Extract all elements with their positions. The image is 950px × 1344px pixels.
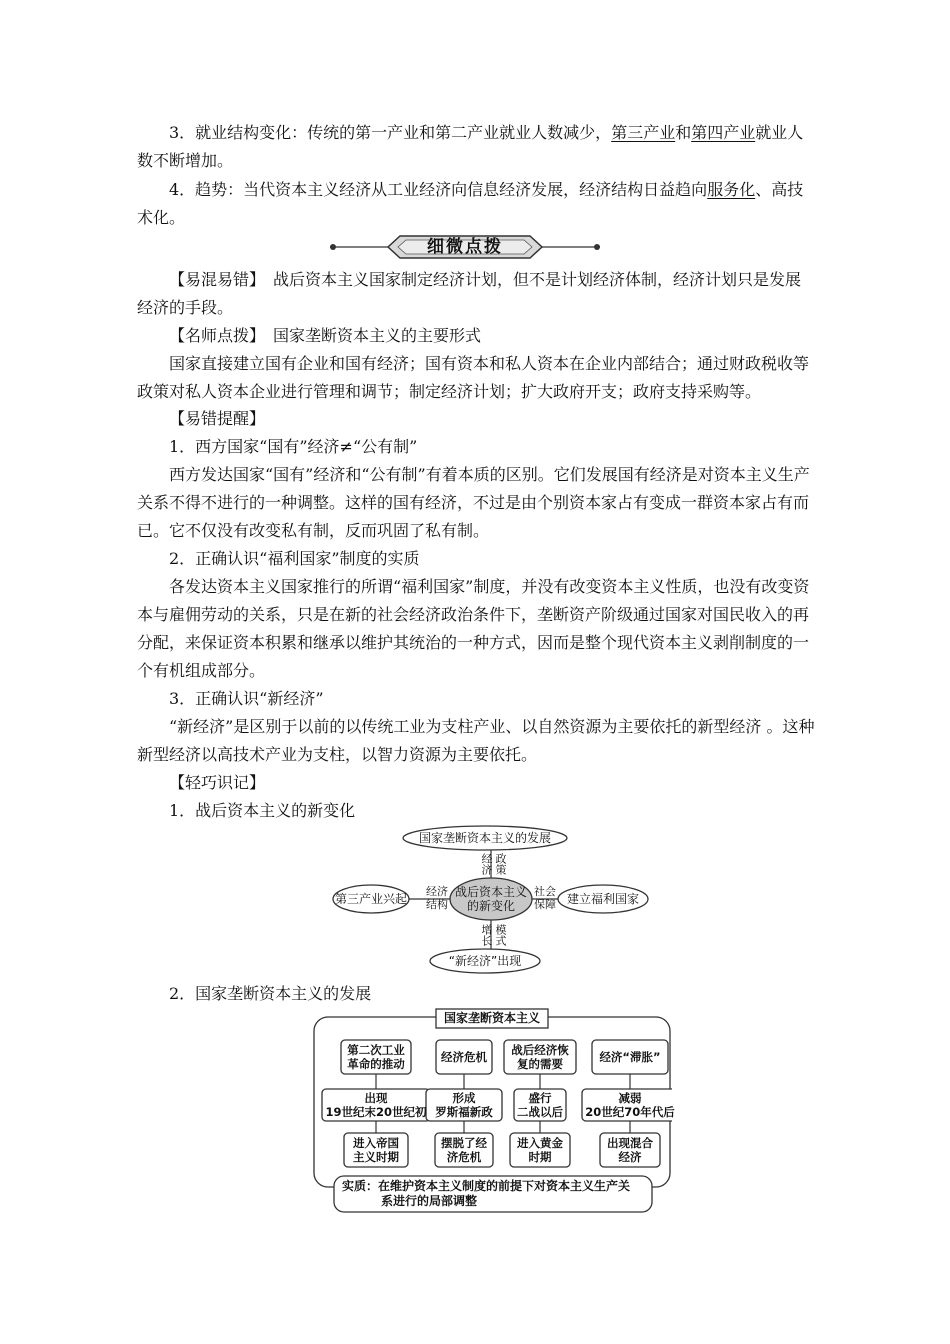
- node-new-economy: “新经济”出现: [448, 954, 522, 968]
- flow-box-label: [592, 1050, 668, 1064]
- flow-box-line: 革命的推动: [347, 1057, 405, 1071]
- flow-box-label: [426, 1091, 502, 1119]
- flow-box-label: [510, 1136, 570, 1164]
- flow-box-label: [344, 1136, 408, 1164]
- node-tertiary-industry: 第三产业兴起: [334, 892, 407, 906]
- node-state-monopoly: 国家垄断资本主义的发展: [418, 831, 551, 845]
- flow-box-line: 进入帝国: [353, 1136, 399, 1150]
- flow-box-line: 经济危机: [441, 1050, 487, 1064]
- note-title: 国家垄断资本主义的主要形式: [273, 326, 482, 345]
- flow-box-line: 经济“滞胀”: [599, 1050, 661, 1064]
- flow-box-line: 罗斯福新政: [435, 1105, 493, 1119]
- flow-box-line: 复的需要: [517, 1057, 563, 1071]
- reminder-3-title: 3．正确认识“新经济”: [169, 689, 324, 708]
- reminder-1-title: 1．西方国家“国有”经济≠“公有制”: [169, 437, 418, 456]
- flow-box-line: 摆脱了经: [441, 1136, 487, 1150]
- reminder-3-text: “新经济”是区别于以前的以传统工业为支柱产业、以自然资源为主要依托的新型经济 。这种新型经济以高技术产业为支柱，以智力资源为主要依托。: [137, 717, 815, 764]
- underlined-term: 服务化: [707, 180, 756, 199]
- text-segment: 就业人数不断增加。: [137, 123, 804, 170]
- note-text: 战后资本主义国家制定经济计划，但不是计划经济体制，经济计划只是发展经济的手段。: [137, 270, 802, 317]
- flow-box-line: 19世纪末20世纪初: [325, 1105, 427, 1119]
- memory-tip-2-title: 2．国家垄断资本主义的发展: [169, 984, 372, 1003]
- link-label: 经济: [480, 853, 493, 875]
- link-label: 政策: [494, 853, 507, 875]
- flow-box-line: 战后经济恢: [511, 1043, 569, 1057]
- flow-box-line: 出现: [364, 1091, 388, 1105]
- flow-box-line: 二战以后: [517, 1105, 563, 1119]
- flow-box-label: [341, 1043, 411, 1071]
- essence-line: 实质：在维护资本主义制度的前提下对资本主义生产关: [342, 1179, 631, 1193]
- flow-box-label: [582, 1091, 678, 1119]
- memory-tip-tag: 【轻巧识记】: [169, 773, 266, 792]
- flow-box-label: [435, 1136, 493, 1164]
- underlined-term: 第三产业: [611, 123, 676, 142]
- banner-title: 细微点拨: [427, 237, 503, 257]
- diagram2-essence: [342, 1179, 646, 1209]
- memory-tip-1-title: 1．战后资本主义的新变化: [169, 801, 356, 820]
- link-label: 增长: [480, 924, 493, 946]
- flow-box-line: 主义时期: [353, 1150, 399, 1164]
- underlined-term: 第四产业: [691, 123, 756, 142]
- link-label: 模式: [494, 924, 507, 946]
- paragraph-employment-change: [137, 119, 815, 175]
- link-label: 经济结构: [426, 885, 448, 911]
- diagram2-title: 国家垄断资本主义: [443, 1011, 540, 1025]
- note-error-reminder-tag: 【易错提醒】: [169, 409, 266, 428]
- text-segment: 4．趋势：当代资本主义经济从工业经济向信息经济发展，经济结构日益趋向: [169, 180, 708, 199]
- flow-box-label: [436, 1050, 492, 1064]
- postwar-changes-diagram: [330, 825, 650, 975]
- flow-box-line: 20世纪70年代后: [585, 1105, 675, 1119]
- note-tag: 【名师点拨】: [169, 326, 258, 345]
- note-tag: 【易混易错】: [169, 270, 258, 289]
- paragraph-trend: [137, 176, 815, 232]
- text-segment: 。: [169, 208, 186, 227]
- flow-box-line: 盛行: [528, 1091, 552, 1105]
- flow-box-label: [322, 1091, 430, 1119]
- essence-line: 系进行的局部调整: [381, 1194, 478, 1208]
- flow-box-label: [600, 1136, 660, 1164]
- flow-box-line: 经济: [618, 1150, 642, 1164]
- text-segment: 、: [755, 180, 772, 199]
- flow-box-line: 济危机: [446, 1150, 482, 1164]
- node-center: 战后资本主义的新变化: [454, 885, 527, 913]
- text-segment: 高技术化: [137, 180, 804, 227]
- section-banner: [330, 233, 600, 261]
- flow-box-line: 形成: [452, 1091, 476, 1105]
- flow-box-label: [514, 1091, 566, 1119]
- text-segment: 3．就业结构变化：传统的第一产业和第二产业就业人数减少，: [169, 123, 612, 142]
- state-monopoly-diagram: [312, 1007, 675, 1217]
- reminder-2-text: 各发达资本主义国家推行的所谓“福利国家”制度，并没有改变资本主义性质，也没有改变资本与雇佣劳动的关系，只是在新的社会经济政治条件下，垄断资产阶级通过国家对国民收入的再分配，来保证资本积累和继承以维护其统治的一种方式，因而是整个现代资本主义剥削制度的一个有机组成部分。: [137, 577, 810, 680]
- note-confusion: [137, 266, 815, 322]
- flow-box-line: 出现混合: [607, 1136, 653, 1150]
- flow-box-line: 减弱: [618, 1091, 642, 1105]
- link-label: 社会保障: [534, 885, 556, 911]
- reminder-1-text: 西方发达国家“国有”经济和“公有制”有着本质的区别。它们发展国有经济是对资本主义生产关系不得不进行的一种调整。这样的国有经济，不过是由个别资本家占有变成一群资本家占有而已。它不仅没有改变私有制，反而巩固了私有制。: [137, 465, 810, 540]
- note-teacher-tip-text: 国家直接建立国有企业和国有经济；国有资本和私人资本在企业内部结合；通过财政税收等政策对私人资本企业进行管理和调节；制定经济计划；扩大政府开支；政府支持采购等。: [137, 354, 810, 401]
- flow-box-line: 第二次工业: [347, 1043, 405, 1057]
- text-segment: 和: [675, 123, 692, 142]
- flow-box-line: 进入黄金: [517, 1136, 563, 1150]
- flow-box-line: 时期: [528, 1150, 552, 1164]
- flow-box-label: [504, 1043, 576, 1071]
- note-teacher-tip-heading: [137, 322, 815, 350]
- reminder-2-title: 2．正确认识“福利国家”制度的实质: [169, 549, 420, 568]
- node-welfare-state: 建立福利国家: [566, 892, 639, 906]
